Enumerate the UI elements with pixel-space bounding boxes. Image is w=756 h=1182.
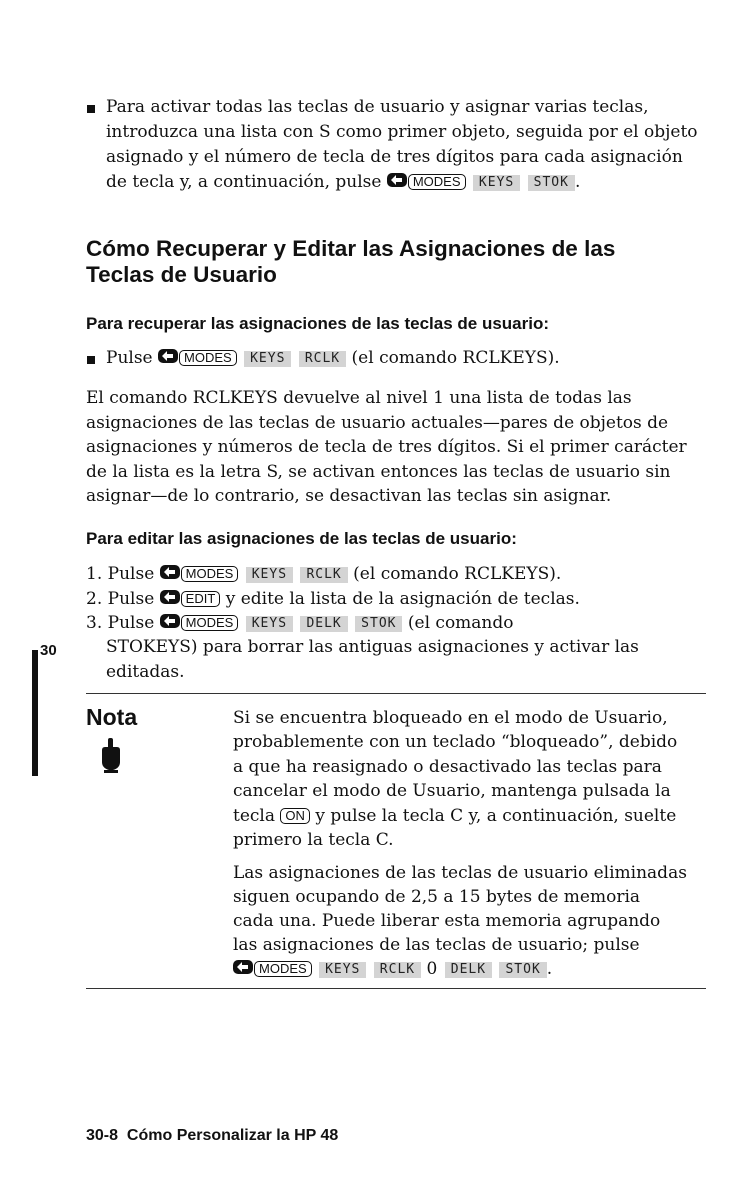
menu-key-delk: DELK [445, 962, 492, 978]
menu-key-keys: KEYS [246, 616, 293, 632]
recall-heading: Para recuperar las asignaciones de las teclas de usuario: [86, 314, 550, 333]
note-top-rule [86, 693, 706, 694]
edit-step-3 [86, 612, 514, 634]
step-number: 1. [86, 564, 103, 584]
step-suffix: y edite la lista de la asignación de teclas. [225, 589, 580, 609]
menu-key-keys: KEYS [246, 567, 293, 583]
note-para2-line-2: siguen ocupando de 2,5 a 15 bytes de memoria [233, 887, 641, 907]
note-para1-line-6: primero la tecla C. [233, 830, 394, 850]
step-prefix: Pulse [107, 613, 155, 633]
intro-period: . [574, 172, 581, 192]
intro-line-4-text: de tecla y, a continuación, pulse [106, 172, 382, 192]
note-line-prefix: tecla [233, 806, 275, 826]
recall-paragraph-line-2: asignaciones de las teclas de usuario actuales—pares de objetos de [86, 413, 669, 433]
menu-key-keys: KEYS [319, 962, 366, 978]
menu-key-stok: STOK [528, 175, 575, 191]
step-suffix: (el comando [407, 613, 514, 633]
edit-key: EDIT [181, 591, 221, 607]
modes-key: MODES [179, 350, 237, 366]
menu-key-rclk: RCLK [300, 567, 347, 583]
bullet-marker [87, 105, 95, 113]
menu-key-stok: STOK [499, 962, 546, 978]
recall-bullet-prefix: Pulse [106, 348, 153, 368]
intro-line-3: asignado y el número de tecla de tres dígitos para cada asignación [106, 147, 683, 167]
note-bottom-rule [86, 988, 706, 989]
note-para1-line-2: probablemente con un teclado “bloqueado”, debido [233, 732, 678, 752]
edit-step-2 [86, 588, 580, 610]
left-shift-key-icon [158, 349, 178, 363]
left-shift-key-icon [160, 565, 180, 579]
menu-key-rclk: RCLK [374, 962, 421, 978]
modes-key: MODES [408, 174, 466, 190]
recall-paragraph-line-5: asignar—de lo contrario, se desactivan las teclas sin asignar. [86, 486, 612, 506]
left-shift-key-icon [160, 590, 180, 604]
recall-paragraph-line-1: El comando RCLKEYS devuelve al nivel 1 una lista de todas las [86, 388, 632, 408]
menu-key-delk: DELK [300, 616, 347, 632]
chapter-margin-bar [32, 650, 38, 776]
section-heading-line-2: Teclas de Usuario [86, 262, 277, 287]
chapter-margin-number: 30 [40, 642, 57, 659]
section-heading-line-1: Cómo Recuperar y Editar las Asignaciones de las [86, 236, 616, 261]
intro-line-2: introduzca una lista con S como primer objeto, seguida por el objeto [106, 122, 698, 142]
menu-key-rclk: RCLK [299, 351, 346, 367]
menu-key-keys: KEYS [244, 351, 291, 367]
modes-key: MODES [254, 961, 312, 977]
note-para1-line-4: cancelar el modo de Usuario, mantenga pulsada la [233, 781, 671, 801]
edit-step-1 [86, 563, 561, 585]
intro-line-4 [106, 171, 580, 193]
recall-paragraph-line-4: de la lista es la letra S, se activan entonces las teclas de usuario sin [86, 462, 671, 482]
note-para2-line-5 [233, 958, 552, 980]
note-para2-line-1: Las asignaciones de las teclas de usuario eliminadas [233, 863, 687, 883]
note-para1-line-5 [233, 805, 676, 827]
note-title: Nota [86, 704, 138, 730]
edit-heading: Para editar las asignaciones de las teclas de usuario: [86, 529, 517, 548]
note-para2-line-3: cada una. Puede liberar esta memoria agrupando [233, 911, 661, 931]
recall-bullet [106, 347, 560, 369]
left-shift-key-icon [387, 173, 407, 187]
zero-digit: 0 [426, 959, 438, 979]
step-suffix: (el comando RCLKEYS). [353, 564, 562, 584]
step-number: 2. [86, 589, 103, 609]
note-para2-line-4: las asignaciones de las teclas de usuario; pulse [233, 935, 640, 955]
left-shift-key-icon [233, 960, 253, 974]
edit-step-3-line-2: STOKEYS) para borrar las antiguas asignaciones y activar las [106, 637, 639, 657]
page-footer: 30-8 Cómo Personalizar la HP 48 [86, 1127, 339, 1144]
bullet-marker [87, 356, 95, 364]
recall-paragraph-line-3: asignaciones y números de tecla de tres dígitos. Si el primer carácter [86, 437, 687, 457]
note-period: . [546, 959, 553, 979]
note-para1-line-1: Si se encuentra bloqueado en el modo de Usuario, [233, 708, 668, 728]
modes-key: MODES [181, 566, 239, 582]
on-key: ON [280, 808, 310, 824]
menu-key-keys: KEYS [473, 175, 520, 191]
menu-key-stok: STOK [355, 616, 402, 632]
note-line-suffix: y pulse la tecla C y, a continuación, suelte [315, 806, 677, 826]
note-para1-line-3: a que ha reasignado o desactivado las teclas para [233, 757, 662, 777]
step-prefix: Pulse [107, 564, 155, 584]
intro-line-1: Para activar todas las teclas de usuario y asignar varias teclas, [106, 97, 649, 117]
step-prefix: Pulse [107, 589, 155, 609]
step-number: 3. [86, 613, 103, 633]
recall-bullet-suffix: (el comando RCLKEYS). [351, 348, 560, 368]
left-shift-key-icon [160, 614, 180, 628]
modes-key: MODES [181, 615, 239, 631]
pointing-hand-icon [99, 736, 123, 779]
edit-step-3-line-3: editadas. [106, 662, 185, 682]
